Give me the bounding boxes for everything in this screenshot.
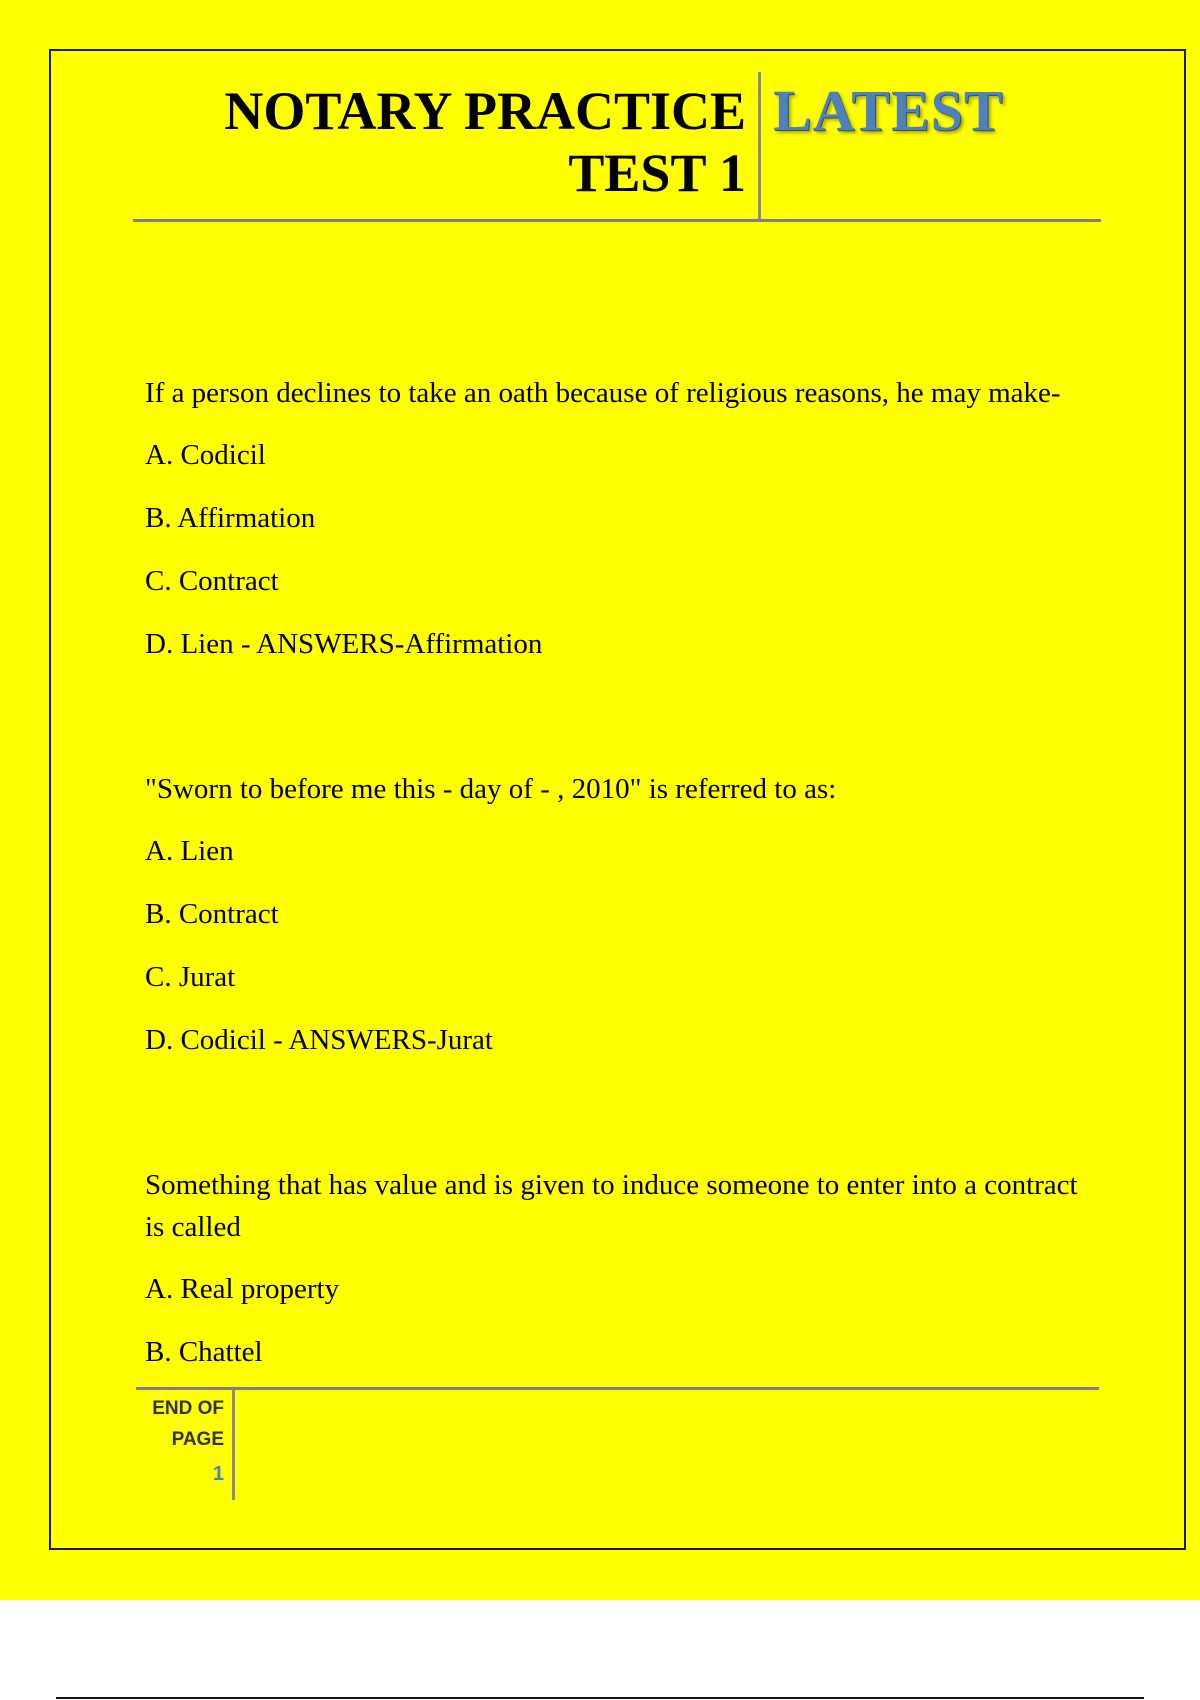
header-rule <box>133 219 1101 222</box>
document-title <box>150 80 746 204</box>
footer-divider <box>232 1390 235 1500</box>
answer-option: C. Jurat <box>145 961 236 993</box>
answer-option: D. Lien - ANSWERS-Affirmation <box>145 628 543 660</box>
question-list <box>145 372 1085 1394</box>
title-line-2: TEST 1 <box>568 143 746 203</box>
question-block <box>145 768 1085 1061</box>
answer-option: A. Codicil <box>145 439 266 471</box>
question-text: Something that has value and is given to induce someone to enter into a contract is called <box>145 1169 1078 1243</box>
question-block <box>145 1164 1085 1373</box>
answer-option: A. Real property <box>145 1273 340 1305</box>
title-accent: LATEST <box>773 78 1004 143</box>
end-of-page-line-1: END OF <box>152 1398 224 1419</box>
page-number: 1 <box>212 1463 224 1485</box>
answer-option: B. Chattel <box>145 1336 263 1368</box>
answer-option: C. Contract <box>145 565 279 597</box>
answer-option: D. Codicil - ANSWERS-Jurat <box>145 1024 493 1056</box>
title-divider <box>758 72 761 220</box>
end-of-page-label <box>140 1393 224 1455</box>
answer-option: A. Lien <box>145 835 234 867</box>
footer-rule <box>136 1387 1099 1390</box>
question-text: "Sworn to before me this - day of - , 2010" is referred to as: <box>145 773 837 805</box>
answer-option: B. Affirmation <box>145 502 316 534</box>
document-header <box>0 0 1200 230</box>
question-spacer <box>145 686 1085 768</box>
bottom-rule <box>56 1697 1144 1699</box>
question-block <box>145 372 1085 665</box>
end-of-page-line-2: PAGE <box>171 1429 224 1450</box>
title-line-1: NOTARY PRACTICE <box>224 81 746 141</box>
question-spacer <box>145 1082 1085 1164</box>
question-text: If a person declines to take an oath because of religious reasons, he may make- <box>145 377 1061 409</box>
answer-option: B. Contract <box>145 898 279 930</box>
